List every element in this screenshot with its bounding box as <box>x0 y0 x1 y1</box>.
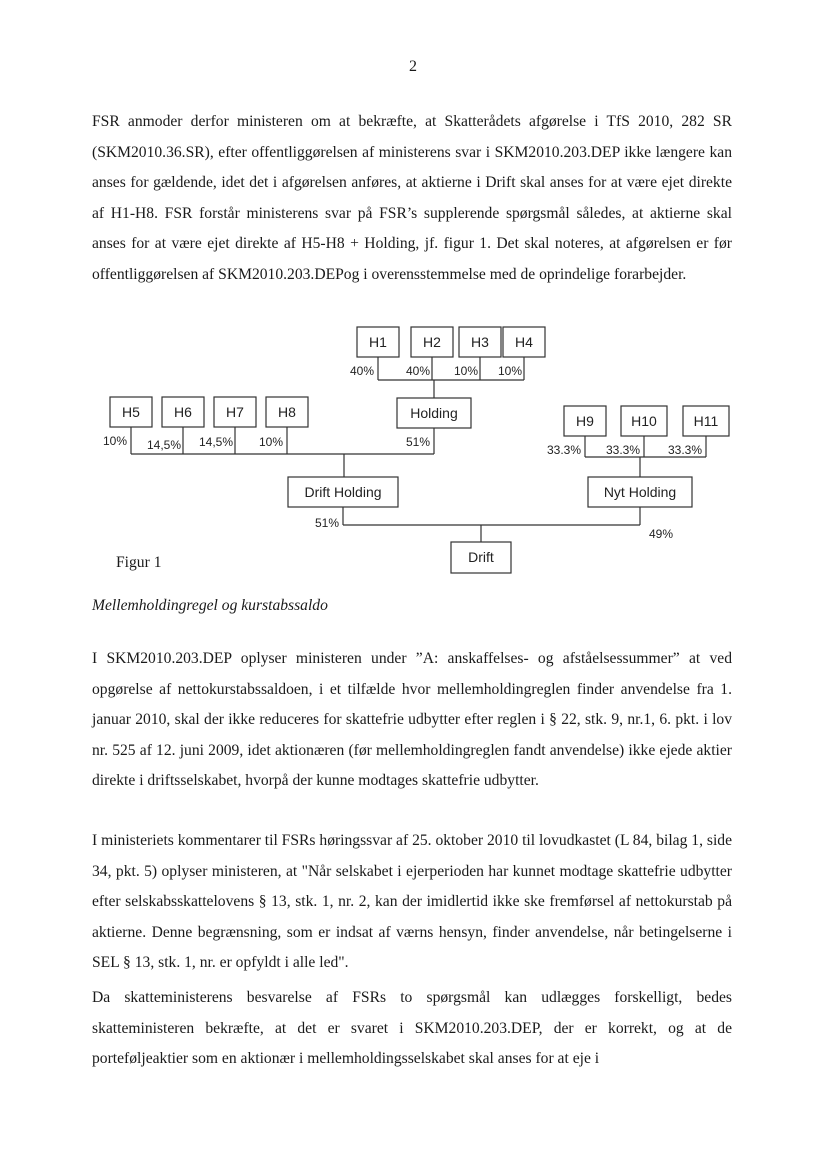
box-h3 <box>459 327 501 357</box>
label-drift-holding: Drift Holding <box>304 484 382 500</box>
pct-nyt-holding: 49% <box>649 527 674 541</box>
label-h3: H3 <box>471 334 489 350</box>
pct-h6: 14,5% <box>146 438 181 452</box>
box-h5 <box>110 397 152 427</box>
box-h1 <box>357 327 399 357</box>
pct-h2: 40% <box>405 364 430 378</box>
pct-h11: 33.3% <box>667 443 702 457</box>
label-h10: H10 <box>631 413 657 429</box>
box-h6 <box>162 397 204 427</box>
box-nyt-holding <box>588 477 692 507</box>
page-number: 2 <box>409 58 417 75</box>
pct-holding: 51% <box>405 435 430 449</box>
box-h4 <box>503 327 545 357</box>
box-holding <box>397 398 471 428</box>
pct-h10: 33.3% <box>605 443 640 457</box>
label-drift: Drift <box>468 549 494 565</box>
label-h6: H6 <box>174 404 192 420</box>
label-nyt-holding: Nyt Holding <box>603 484 677 500</box>
label-h5: H5 <box>122 404 140 420</box>
pct-h3: 10% <box>453 364 478 378</box>
paragraph-ministry-comments: I ministeriets kommentarer til FSRs høringssvar af 25. oktober 2010 til lovudkastet (L 84, bilag 1, side 34, pkt. 5) oplyser ministeren, at "Når selskabet i ejerperioden har kunnet modtage skattefrie udbytter efter selskabsskattelovens § 13, stk. 1, nr. 2, kan der imidlertid ikke ske fremførsel af nettokurstab på aktierne. Denne begrænsning, som er indsat af værns hensyn, finder anvendelse, når betingelserne i SEL § 13, stk. 1, nr. er opfyldt i alle led". <box>92 832 732 971</box>
box-h11 <box>683 406 729 436</box>
label-holding: Holding <box>410 405 458 421</box>
label-h1: H1 <box>369 334 387 350</box>
pct-h9: 33.3% <box>546 443 581 457</box>
box-h9 <box>564 406 606 436</box>
box-h2 <box>411 327 453 357</box>
box-drift <box>451 542 511 573</box>
box-h10 <box>621 406 667 436</box>
paragraph-request: Da skatteministerens besvarelse af FSRs to spørgsmål kan udlægges forskelligt, bedes skatteministeren bekræfte, at det er svaret i SKM2010.203.DEP, der er korrekt, og at de porteføljeaktier som en aktionær i mellemholdingsselskabet skal anses for at eje i <box>92 989 732 1067</box>
box-drift-holding <box>288 477 398 507</box>
pct-h7: 14,5% <box>198 435 233 449</box>
label-h9: H9 <box>576 413 594 429</box>
box-h7 <box>214 397 256 427</box>
pct-h5: 10% <box>102 434 127 448</box>
label-h8: H8 <box>278 404 296 420</box>
label-h7: H7 <box>226 404 244 420</box>
box-h8 <box>266 397 308 427</box>
label-h4: H4 <box>515 334 533 350</box>
figure-caption: Figur 1 <box>116 554 162 571</box>
label-h11: H11 <box>693 413 719 429</box>
pct-drift-holding: 51% <box>314 516 339 530</box>
paragraph-ministry-reply: I SKM2010.203.DEP oplyser ministeren under ”A: anskaffelses- og afståelsessummer” at ved opgørelse af nettokurstabssaldoen, i et tilfælde hvor mellemholdingreglen finder anvendelse fra 1. januar 2010, skal der ikke reduceres for skattefrie udbytter efter reglen i § 22, stk. 9, nr.1, 6. pkt. i lov nr. 525 af 12. juni 2009, idet aktionæren (før mellemholdingreglen fandt anvendelse) ikke ejede aktier direkte i driftsselskabet, hvorpå der kunne modtages skattefrie udbytter. <box>92 650 732 789</box>
label-h2: H2 <box>423 334 441 350</box>
pct-h8: 10% <box>258 435 283 449</box>
paragraph-intro: FSR anmoder derfor ministeren om at bekræfte, at Skatterådets afgørelse i TfS 2010, 282 SR (SKM2010.36.SR), efter offentliggørelsen af ministerens svar i SKM2010.203.DEP ikke længere kan anses for gældende, idet det i afgørelsen anføres, at aktierne i Drift skal anses for at være ejet direkte af H1-H8. FSR forstår ministerens svar på FSR’s supplerende spørgsmål således, at aktierne skal anses for at være ejet direkte af H5-H8 + Holding, jf. figur 1. Det skal noteres, at afgørelsen er før offentliggørelsen af SKM2010.203.DEPog i overensstemmelse med de oprindelige forarbejder. <box>92 113 732 283</box>
section-heading: Mellemholdingregel og kurstabssaldo <box>92 597 328 614</box>
pct-h1: 40% <box>349 364 374 378</box>
pct-h4: 10% <box>497 364 522 378</box>
